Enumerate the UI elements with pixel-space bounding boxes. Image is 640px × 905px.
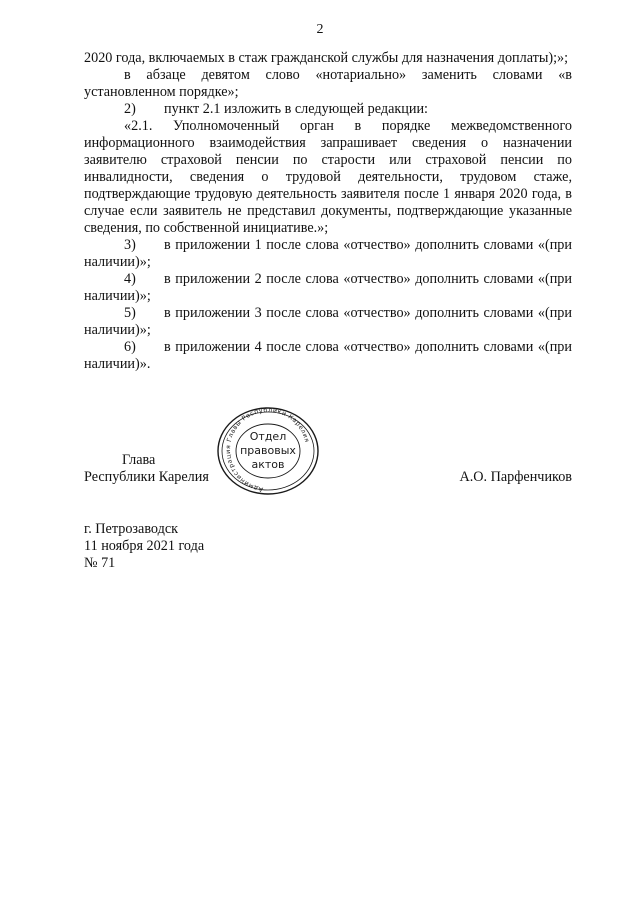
paragraph-clause-2-1: «2.1. Уполномоченный орган в порядке межведомственного информационного взаимодействия запрашивает сведения о назначении заявителю страховой пенсии по старости или страховой пенсии по инвалидности, сведения о трудовой деятельности, трудовом стаже, подтверждающие трудовую деятельность заявителя после 1 января 2020 года, в случае если заявитель не представил документы, подтверждающие указанные сведения, по собственной инициативе.»; bbox=[84, 118, 572, 236]
stamp-ring-textpath: Администрация Главы Республики Карелия bbox=[224, 406, 311, 493]
stamp-graphic bbox=[202, 405, 334, 497]
stamp-center-line2: правовых bbox=[240, 444, 296, 457]
stamp-center-line1: Отдел bbox=[249, 430, 287, 443]
item-text: в приложении 3 после слова «отчество» дополнить словами «(при наличии)»; bbox=[84, 305, 572, 338]
signatory-title-line2: Республики Карелия bbox=[84, 469, 209, 485]
item-text: в приложении 1 после слова «отчество» дополнить словами «(при наличии)»; bbox=[84, 237, 572, 270]
signatory-title bbox=[84, 452, 209, 486]
paragraph-item-4 bbox=[84, 271, 572, 305]
paragraph-item-2 bbox=[84, 101, 572, 118]
page-number: 2 bbox=[316, 22, 324, 37]
paragraph-continuation: 2020 года, включаемых в стаж гражданской службы для назначения доплаты);»; bbox=[84, 50, 569, 66]
item-text: в приложении 4 после слова «отчество» дополнить словами «(при наличии)». bbox=[84, 339, 572, 372]
signatory-name: А.О. Парфенчиков bbox=[459, 469, 572, 485]
official-stamp bbox=[202, 405, 334, 497]
stamp-center-line3: актов bbox=[251, 458, 285, 471]
item-number: 4) bbox=[124, 271, 136, 287]
signatory-title-line1: Глава bbox=[122, 452, 156, 468]
item-number: 2) bbox=[124, 101, 136, 117]
document-body bbox=[84, 50, 572, 373]
paragraph-item-3 bbox=[84, 237, 572, 271]
item-number: 3) bbox=[124, 237, 136, 253]
paragraph-abzac-nine: в абзаце девятом слово «нотариально» заменить словами «в установленном порядке»; bbox=[84, 67, 572, 100]
document-date: 11 ноября 2021 года bbox=[84, 538, 205, 554]
document-number: № 71 bbox=[84, 555, 116, 571]
paragraph-item-5 bbox=[84, 305, 572, 339]
item-number: 5) bbox=[124, 305, 136, 321]
item-text: в приложении 2 после слова «отчество» дополнить словами «(при наличии)»; bbox=[84, 271, 572, 304]
item-number: 6) bbox=[124, 339, 136, 355]
place-date-number bbox=[84, 521, 204, 572]
document-city: г. Петрозаводск bbox=[84, 521, 179, 537]
item-text: пункт 2.1 изложить в следующей редакции: bbox=[164, 101, 428, 117]
paragraph-item-6 bbox=[84, 339, 572, 373]
